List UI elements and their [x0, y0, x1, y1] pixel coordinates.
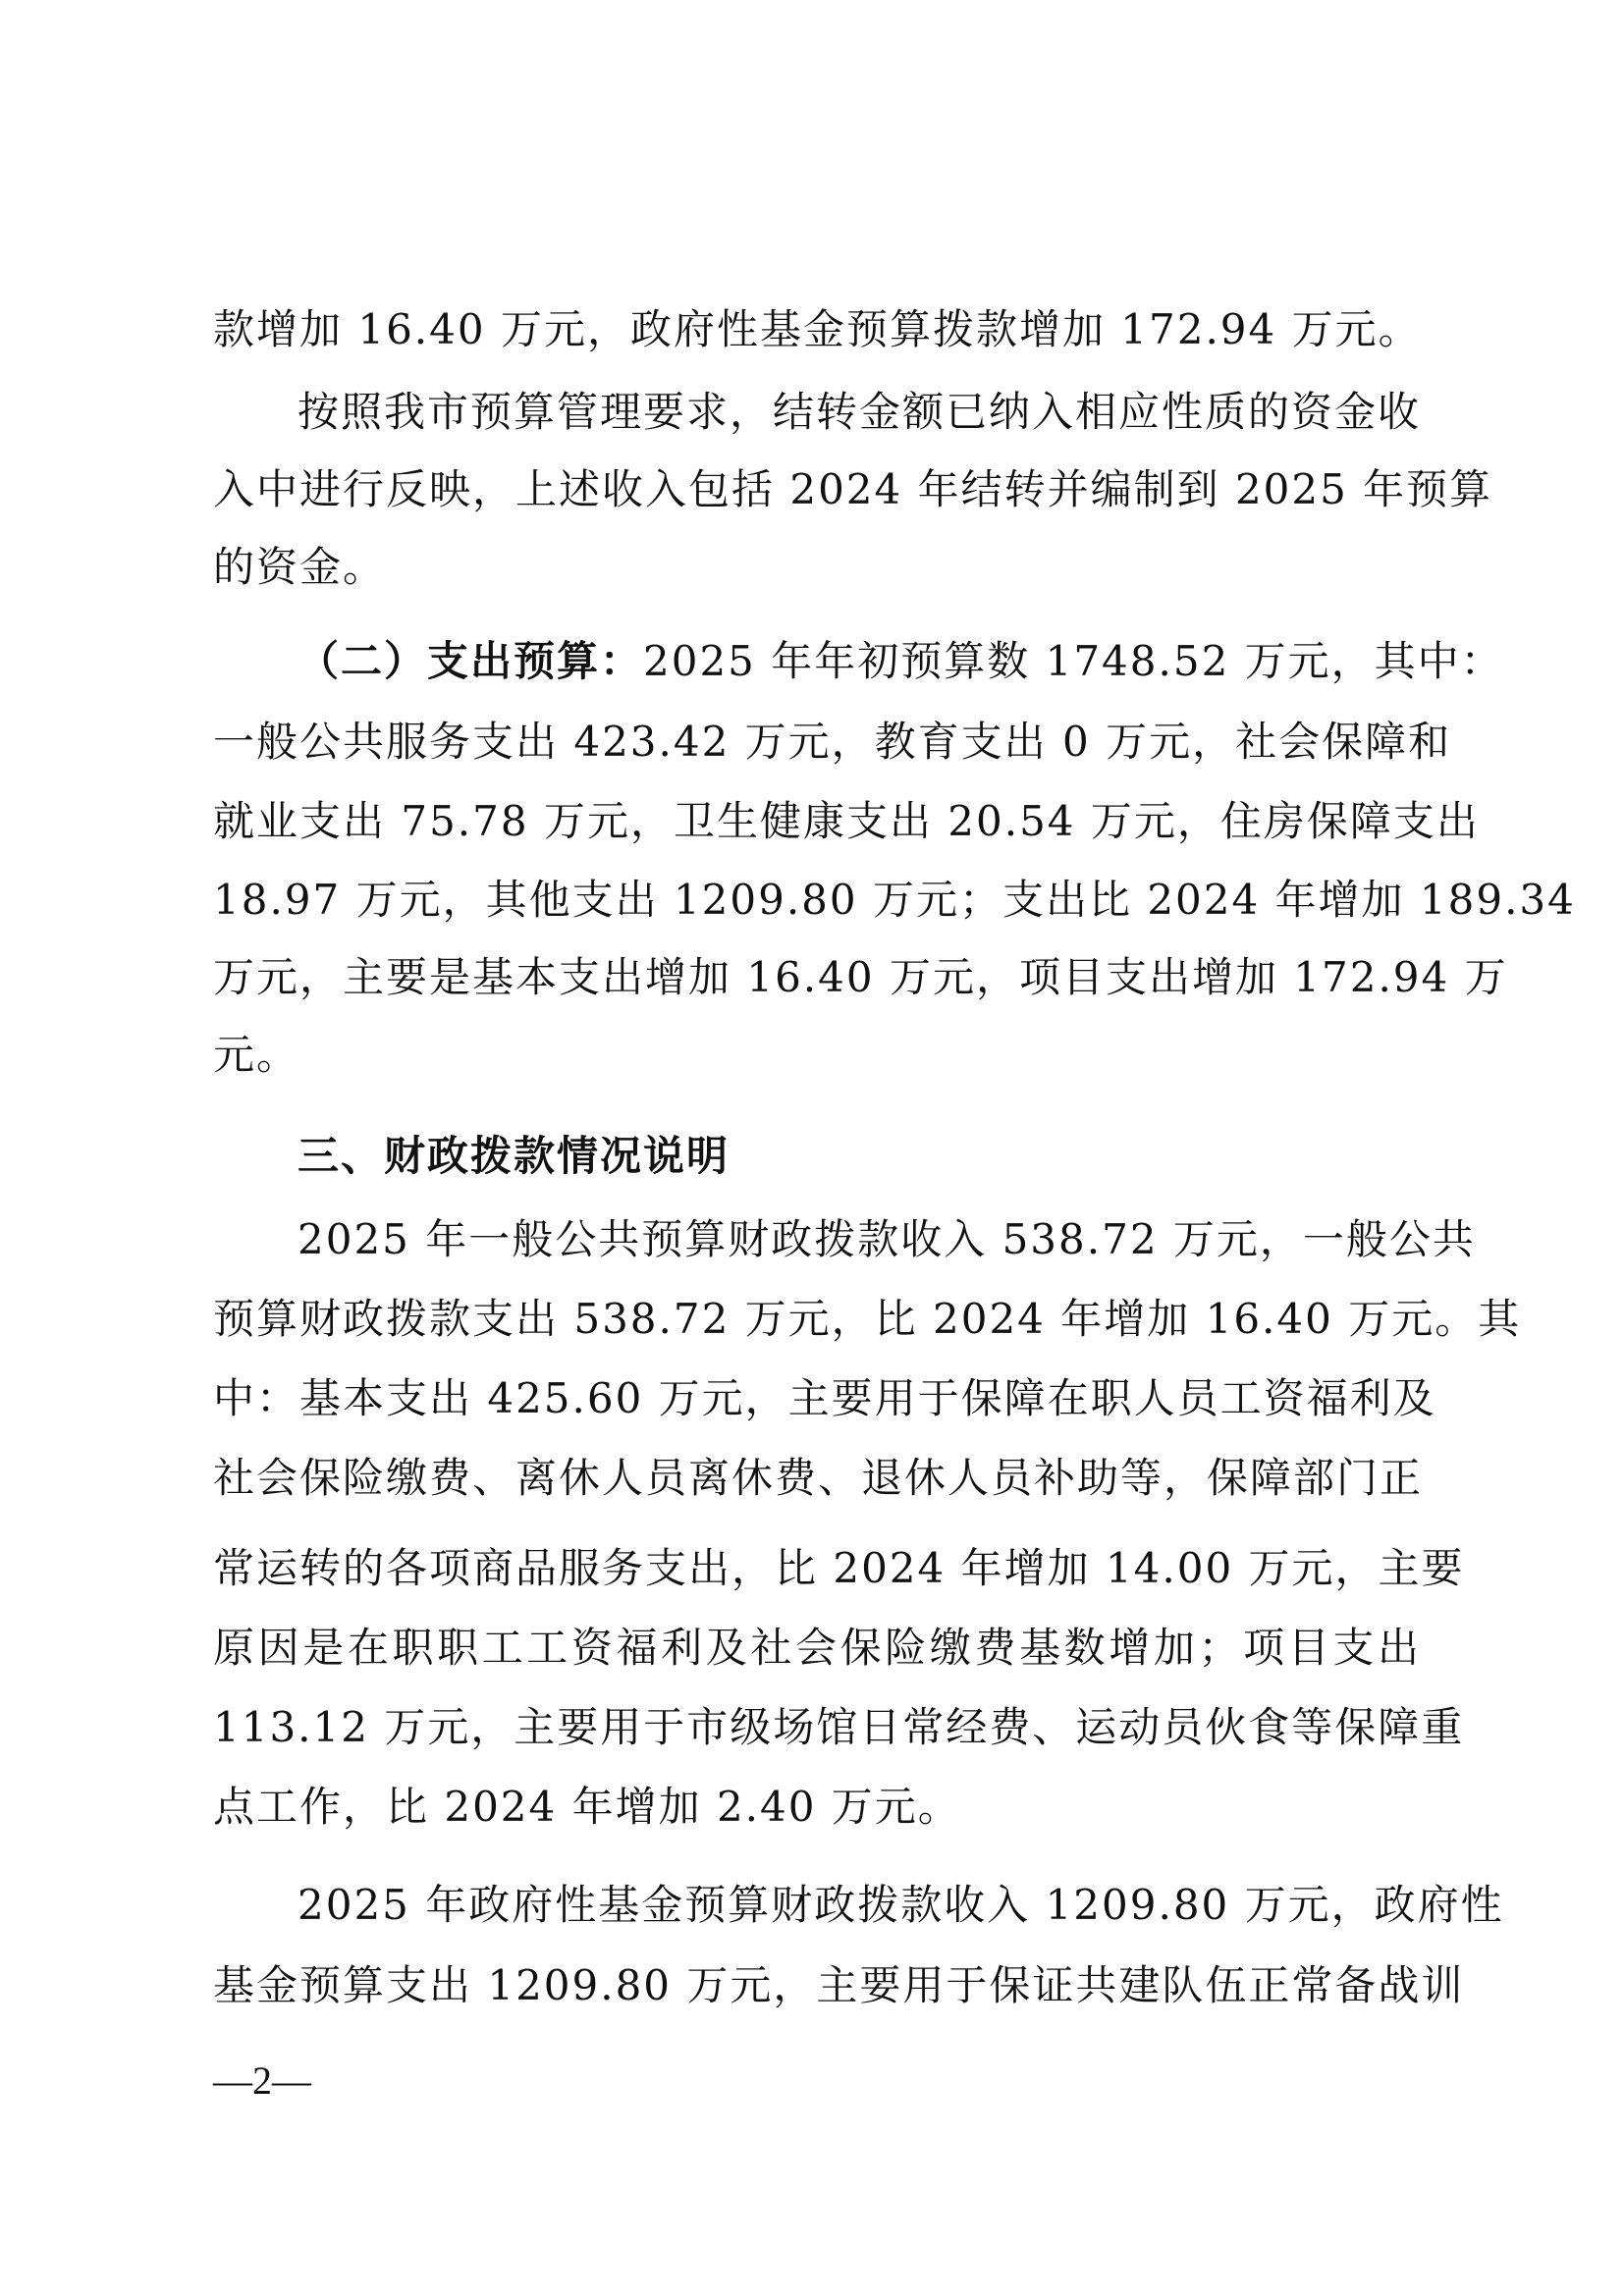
- paragraph-line: 2025 年政府性基金预算财政拨款收入 1209.80 万元，政府性: [298, 1881, 1504, 1929]
- paragraph-line: 万元，主要是基本支出增加 16.40 万元，项目支出增加 172.94 万: [213, 953, 1508, 1001]
- subheading-label: （二）支出预算：: [298, 637, 644, 685]
- paragraph-line: 原因是在职职工工资福利及社会保险缴费基数增加；项目支出: [213, 1624, 1421, 1672]
- paragraph-line: 2025 年一般公共预算财政拨款收入 538.72 万元，一般公共: [298, 1215, 1476, 1263]
- paragraph-line: 元。: [213, 1031, 300, 1079]
- paragraph-line: 预算财政拨款支出 538.72 万元，比 2024 年增加 16.40 万元。其: [213, 1295, 1522, 1343]
- section-heading: 三、财政拨款情况说明: [298, 1132, 731, 1180]
- page-number: —2—: [213, 2058, 311, 2103]
- paragraph-line: 113.12 万元，主要用于市级场馆日常经费、运动员伙食等保障重: [213, 1703, 1465, 1751]
- section-subheading-line: [298, 634, 1504, 689]
- paragraph-line: 中：基本支出 425.60 万元，主要用于保障在职人员工资福利及: [213, 1374, 1436, 1422]
- paragraph-line: 18.97 万元，其他支出 1209.80 万元；支出比 2024 年增加 189.34: [213, 876, 1576, 924]
- paragraph-line: 款增加 16.40 万元，政府性基金预算拨款增加 172.94 万元。: [213, 305, 1422, 353]
- paragraph-line: 的资金。: [213, 543, 387, 591]
- paragraph-line: 就业支出 75.78 万元，卫生健康支出 20.54 万元，住房保障支出: [213, 797, 1480, 845]
- paragraph-line: 入中进行反映，上述收入包括 2024 年结转并编制到 2025 年预算: [213, 465, 1493, 513]
- paragraph-text: 2025 年年初预算数 1748.52 万元，其中：: [643, 637, 1504, 685]
- paragraph-line: 社会保险缴费、离休人员离休费、退休人员补助等，保障部门正: [213, 1454, 1424, 1502]
- paragraph-line: 常运转的各项商品服务支出，比 2024 年增加 14.00 万元，主要: [213, 1544, 1465, 1592]
- paragraph-line: 一般公共服务支出 423.42 万元，教育支出 0 万元，社会保障和: [213, 718, 1452, 766]
- paragraph-line: 按照我市预算管理要求，结转金额已纳入相应性质的资金收: [298, 388, 1422, 436]
- paragraph-line: 点工作，比 2024 年增加 2.40 万元。: [213, 1783, 961, 1831]
- paragraph-line: 基金预算支出 1209.80 万元，主要用于保证共建队伍正常备战训: [213, 1961, 1465, 2009]
